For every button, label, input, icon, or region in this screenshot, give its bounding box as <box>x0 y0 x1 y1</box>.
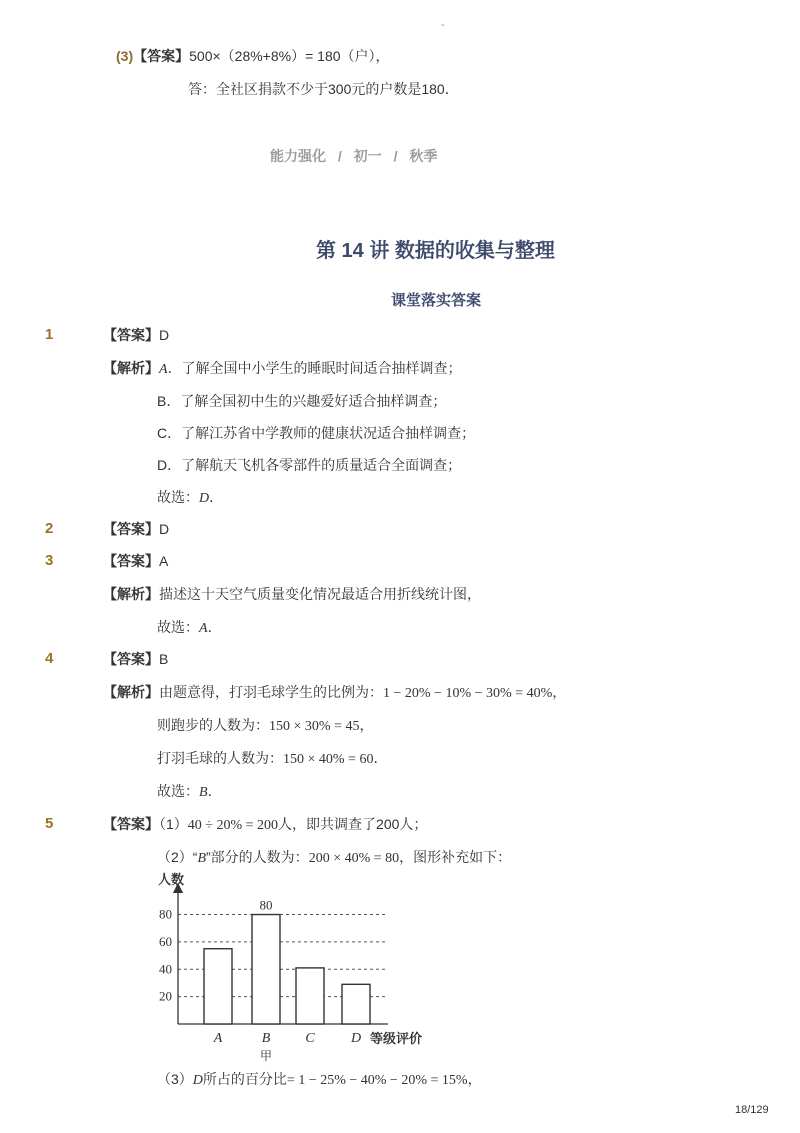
q5-p3-letter: D <box>192 1073 203 1088</box>
bar-d <box>342 984 370 1024</box>
q1-option-b: B．了解全国初中生的兴趣爱好适合抽样调查； <box>157 393 447 409</box>
q5-part3 <box>157 1070 482 1090</box>
y-tick-label: 40 <box>159 961 172 977</box>
q1-answer: D <box>159 327 170 343</box>
q3-answer: A <box>159 553 169 569</box>
answer-tag: 【答案】 <box>103 651 159 667</box>
q5-p3-label: （3） <box>157 1071 193 1087</box>
analysis-tag: 【解析】 <box>103 360 159 376</box>
q1-option-a-letter: A <box>159 362 168 377</box>
category-label: A <box>213 1031 223 1046</box>
category-label: D <box>350 1031 362 1046</box>
q4-line3 <box>157 749 387 769</box>
q5-part1 <box>103 815 427 835</box>
q4-l2-text: 则跑步的人数为： <box>157 717 269 733</box>
y-tick-label: 20 <box>159 988 172 1004</box>
q5-p3-end: ， <box>467 1071 482 1087</box>
choose-value: A <box>199 621 208 636</box>
answer-tag: 【答案】 <box>103 553 159 569</box>
q5-p2-label: （2）“ <box>157 849 198 865</box>
q5-p1-text: 人，即共调查了200人； <box>278 816 428 832</box>
q3-answer-line <box>103 552 168 570</box>
section-subtitle: 课堂落实答案 <box>391 292 482 309</box>
q5-p1-math: 40 ÷ 20% = 200 <box>187 818 279 833</box>
answer-tag: 【答案】 <box>103 521 159 537</box>
question-number-4: 4 <box>45 650 54 667</box>
question-number-3: 3 <box>45 552 54 569</box>
q4-l2-end: ， <box>359 717 374 733</box>
q2-answer-line <box>103 520 169 538</box>
q2-answer: D <box>159 521 170 537</box>
x-tick-labels <box>213 1031 361 1063</box>
x-axis-label: 等级评价 <box>370 1031 423 1046</box>
choose-prefix: 故选： <box>157 619 199 635</box>
q5-p2-end: ，图形补充如下： <box>399 849 512 865</box>
q4-answer-line <box>103 650 168 668</box>
bar-a <box>204 949 232 1024</box>
analysis-tag: 【解析】 <box>103 684 159 700</box>
prev-answer-text: 500×（28%+8%）= 180（户）， <box>189 48 390 64</box>
question-number-1: 1 <box>45 326 54 343</box>
q5-p1-label: （1） <box>159 816 188 832</box>
q4-l1-text: 由题意得，打羽毛球学生的比例为： <box>159 684 383 700</box>
breadcrumb-separator: / <box>393 148 398 164</box>
q5-part2 <box>157 848 511 868</box>
page-number: 18/129 <box>735 1104 769 1116</box>
prev-conclusion: 答：全社区捐款不少于300元的户数是180． <box>188 81 459 97</box>
breadcrumb-level: 能力强化 <box>270 148 326 164</box>
q4-l1-math: 1 − 20% − 10% − 30% = 40% <box>383 686 553 701</box>
choose-prefix: 故选： <box>157 783 199 799</box>
choose-value: D <box>199 491 210 506</box>
choose-suffix: ． <box>207 619 222 635</box>
q3-choose <box>157 618 222 638</box>
analysis-tag: 【解析】 <box>103 586 159 602</box>
q5-p2-letter: B <box>197 851 207 866</box>
q4-l3-end: ． <box>373 750 388 766</box>
data-label: 80 <box>259 897 273 913</box>
q4-l3-math: 150 × 40% = 60 <box>283 752 374 767</box>
q1-option-a-text: ．了解全国中小学生的睡眠时间适合抽样调查； <box>167 360 462 376</box>
q1-choose <box>157 488 223 508</box>
q1-answer-line <box>103 326 169 344</box>
q4-l2-math: 150 × 30% = 45 <box>269 719 360 734</box>
breadcrumb-grade: 初一 <box>353 148 382 164</box>
q4-l3-text: 打羽毛球的人数为： <box>157 750 283 766</box>
choose-value: B <box>199 785 208 800</box>
y-tick-label: 60 <box>159 933 172 949</box>
bar-chart <box>148 870 438 1066</box>
q4-choose <box>157 782 222 802</box>
bar-c <box>296 968 324 1024</box>
question-number-5: 5 <box>45 815 54 832</box>
breadcrumb-season: 秋季 <box>409 148 438 164</box>
choose-prefix: 故选： <box>157 489 199 505</box>
question-number-2: 2 <box>45 520 54 537</box>
bar-b <box>252 915 280 1024</box>
q3-analysis: 描述这十天空气质量变化情况最适合用折线统计图， <box>159 586 481 602</box>
q5-p3-math: = 1 − 25% − 40% − 20% = 15% <box>286 1073 468 1088</box>
q3-analysis-line <box>103 585 481 603</box>
answer-tag: 【答案】 <box>103 327 159 343</box>
header-dash: - <box>441 19 445 31</box>
category-label: B <box>261 1031 271 1046</box>
prev-answer-tag: 【答案】 <box>133 48 190 64</box>
q4-l1-end: ， <box>552 684 567 700</box>
breadcrumb-separator: / <box>337 148 342 164</box>
q4-analysis-line <box>103 683 566 703</box>
q1-analysis-line <box>103 359 462 379</box>
q1-option-c: C．了解江苏省中学教师的健康状况适合抽样调查； <box>157 425 476 441</box>
y-axis-label: 人数 <box>158 872 185 887</box>
course-breadcrumb <box>270 147 437 165</box>
q4-answer: B <box>159 651 169 667</box>
answer-tag: 【答案】 <box>103 816 159 832</box>
choose-suffix: ． <box>207 783 222 799</box>
prev-answer-num: (3) <box>116 48 134 64</box>
prev-answer-line <box>116 47 390 65</box>
q5-p2-text: ”部分的人数为： <box>206 849 309 865</box>
q5-p2-math: 200 × 40% = 80 <box>308 851 400 866</box>
y-tick-labels <box>159 907 172 1004</box>
chart-bars <box>204 898 370 1024</box>
q1-option-d: D．了解航天飞机各零部件的质量适合全面调查； <box>157 457 462 473</box>
q5-p3-text: 所占的百分比 <box>202 1071 287 1087</box>
choose-suffix: ． <box>209 489 224 505</box>
category-label: C <box>305 1031 315 1046</box>
q4-line2 <box>157 716 373 736</box>
lecture-title: 第 14 讲 数据的收集与整理 <box>316 240 555 262</box>
y-tick-label: 80 <box>159 906 172 922</box>
category-note: 甲 <box>259 1049 273 1063</box>
